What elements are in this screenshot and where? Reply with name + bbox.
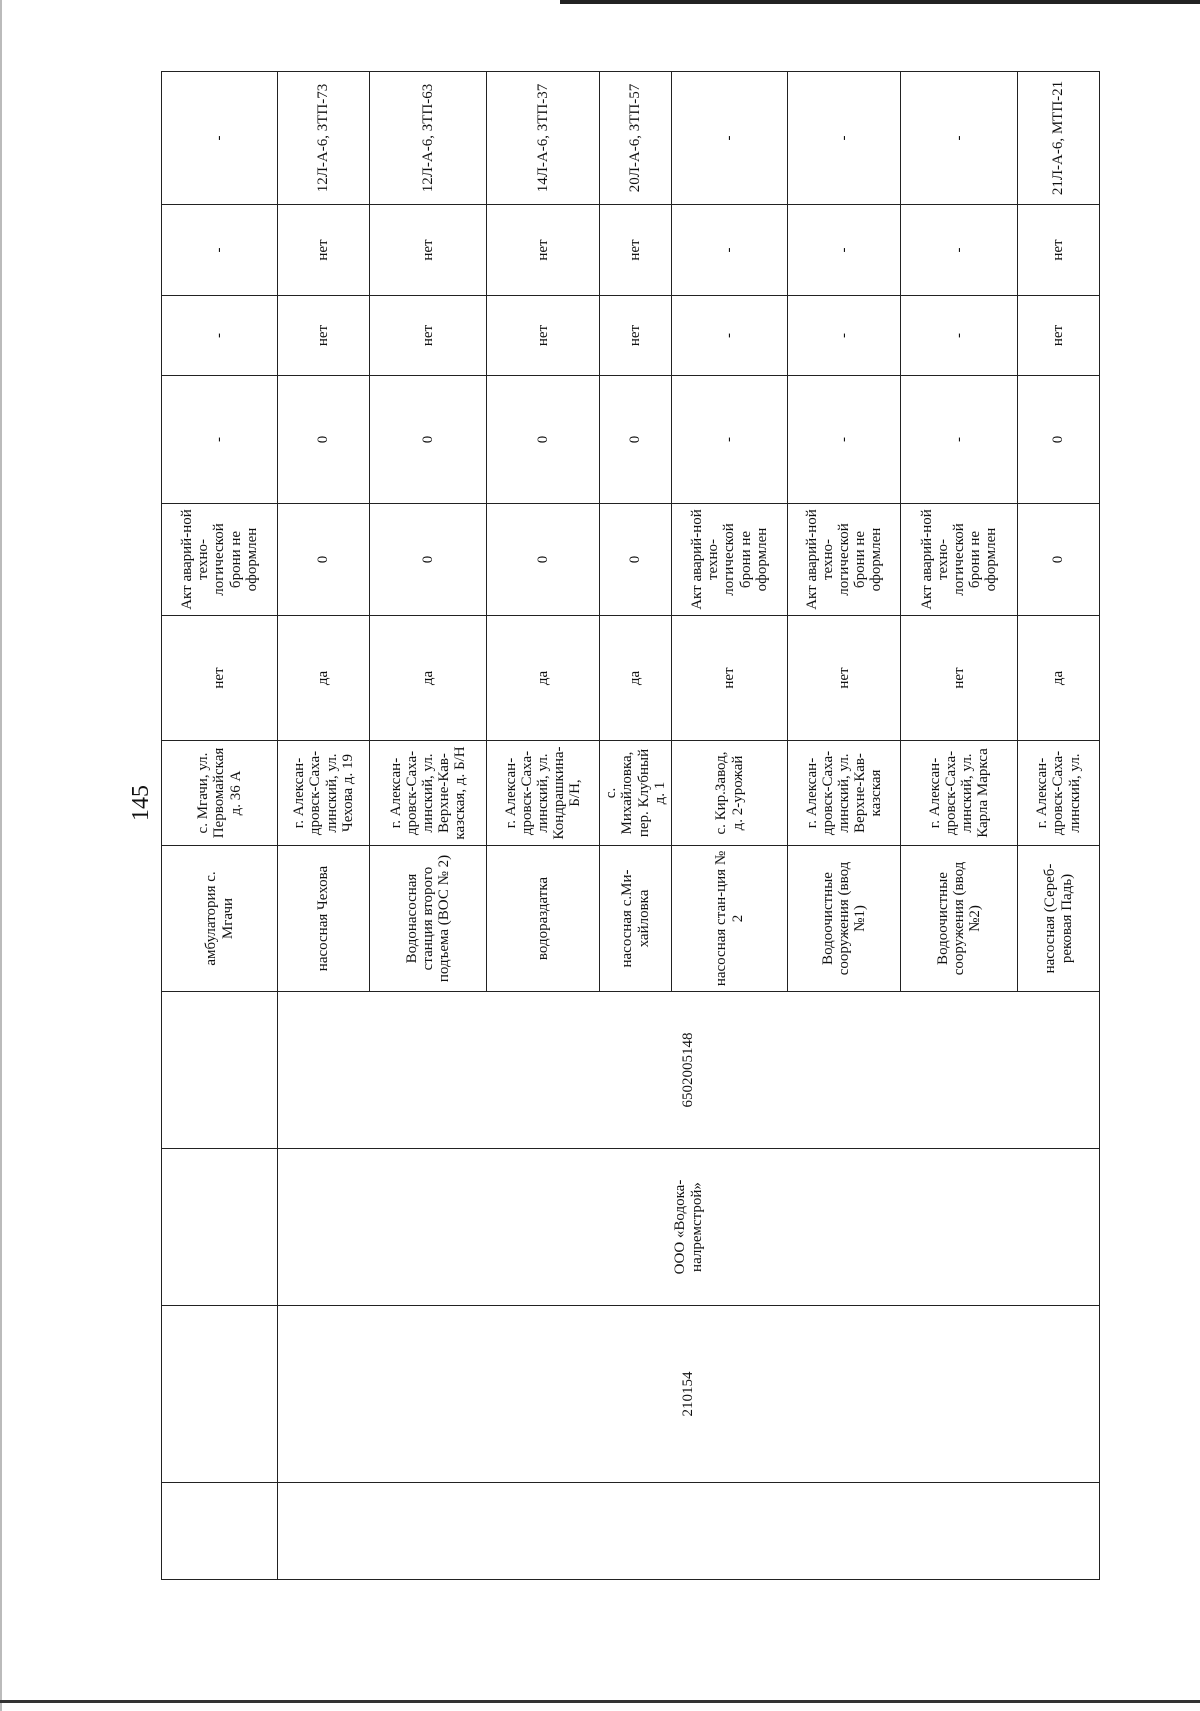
cell-c8: - bbox=[672, 72, 788, 205]
cell-c6: - bbox=[901, 296, 1018, 376]
cell-c6: нет bbox=[487, 296, 600, 376]
scan-edge-top bbox=[560, 0, 1200, 4]
cell-c5: 0 bbox=[1018, 376, 1100, 504]
cell-c6: нет bbox=[278, 296, 370, 376]
cell-name: водораздатка bbox=[487, 846, 600, 992]
cell-c6: - bbox=[788, 296, 901, 376]
cell-c7: нет bbox=[600, 205, 672, 296]
cell-c8: - bbox=[901, 72, 1018, 205]
page-number: 145 bbox=[127, 785, 154, 821]
cell-c7: - bbox=[788, 205, 901, 296]
cell-c7: - bbox=[162, 205, 278, 296]
cell-c8: 12Л-А-6, ЗТП-63 bbox=[370, 72, 487, 205]
cell-c6: нет bbox=[370, 296, 487, 376]
cell-c5: - bbox=[162, 376, 278, 504]
cell-c4: 0 bbox=[600, 504, 672, 616]
cell-c4: 0 bbox=[487, 504, 600, 616]
cell-c3: да bbox=[600, 616, 672, 741]
scan-edge-bottom bbox=[0, 1700, 1200, 1703]
cell-name: насосная Чехова bbox=[278, 846, 370, 992]
scan-edge-left bbox=[0, 0, 2, 1711]
table-row bbox=[162, 72, 278, 1580]
cell-c7: нет bbox=[278, 205, 370, 296]
cell-address: г. Алексан-дровск-Саха-линский, ул. Чехова д. 19 bbox=[278, 741, 370, 846]
cell-name: Водоочистные сооружения (ввод №1) bbox=[788, 846, 901, 992]
cell-c7: - bbox=[672, 205, 788, 296]
cell-c8: 14Л-А-6, ЗТП-37 bbox=[487, 72, 600, 205]
cell-name: насосная с.Ми-хайловка bbox=[600, 846, 672, 992]
cell-c4: 0 bbox=[370, 504, 487, 616]
cell-c5: 0 bbox=[600, 376, 672, 504]
group-code: 210154 bbox=[278, 1306, 1100, 1483]
cell-c4: Акт аварий-ной техно-логической брони не оформлен bbox=[672, 504, 788, 616]
cell-c5: - bbox=[901, 376, 1018, 504]
cell-c7: - bbox=[901, 205, 1018, 296]
cell-c5: 0 bbox=[278, 376, 370, 504]
cell-c7: нет bbox=[487, 205, 600, 296]
cell-c5: 0 bbox=[370, 376, 487, 504]
cell-c4: Акт аварий-ной техно-логической брони не оформлен bbox=[901, 504, 1018, 616]
cell-c5: 0 bbox=[487, 376, 600, 504]
empty-cell bbox=[162, 1149, 278, 1306]
cell-c8: 12Л-А-6, ЗТП-73 bbox=[278, 72, 370, 205]
cell-c6: нет bbox=[1018, 296, 1100, 376]
group-org: ООО «Водока-налремстрой» bbox=[278, 1149, 1100, 1306]
cell-name: насосная (Сереб-рековая Падь) bbox=[1018, 846, 1100, 992]
cell-c6: нет bbox=[600, 296, 672, 376]
cell-address: г. Алексан-дровск-Саха-линский, ул. Верхне-Кав-казская, д. Б/Н bbox=[370, 741, 487, 846]
table-row bbox=[278, 72, 370, 1580]
cell-c6: - bbox=[672, 296, 788, 376]
cell-name: насосная стан-ция № 2 bbox=[672, 846, 788, 992]
cell-c3: нет bbox=[901, 616, 1018, 741]
cell-c3: нет bbox=[672, 616, 788, 741]
rotated-table-wrapper bbox=[161, 72, 1099, 1580]
cell-name: Водонасосная станция второго подъема (ВОС № 2) bbox=[370, 846, 487, 992]
cell-name: Водоочистные сооружения (ввод №2) bbox=[901, 846, 1018, 992]
empty-cell bbox=[162, 1483, 278, 1580]
cell-c8: 20Л-А-6, ЗТП-57 bbox=[600, 72, 672, 205]
cell-address: с. Мгачи, ул. Первомайская д. 36 А bbox=[162, 741, 278, 846]
cell-c4: Акт аварий-ной техно-логической брони не оформлен bbox=[788, 504, 901, 616]
cell-c5: - bbox=[788, 376, 901, 504]
cell-c8: - bbox=[788, 72, 901, 205]
cell-c5: - bbox=[672, 376, 788, 504]
empty-cell bbox=[162, 1306, 278, 1483]
cell-c3: нет bbox=[788, 616, 901, 741]
cell-c4: 0 bbox=[1018, 504, 1100, 616]
empty-cell bbox=[162, 992, 278, 1149]
data-table bbox=[161, 71, 1100, 1580]
group-inn: 6502005148 bbox=[278, 992, 1100, 1149]
cell-c3: да bbox=[278, 616, 370, 741]
cell-c7: нет bbox=[370, 205, 487, 296]
cell-c4: 0 bbox=[278, 504, 370, 616]
cell-address: с. Кир.Завод, д. 2-урожай bbox=[672, 741, 788, 846]
cell-c4: Акт аварий-ной техно-логической брони не оформлен bbox=[162, 504, 278, 616]
cell-c3: нет bbox=[162, 616, 278, 741]
cell-c3: да bbox=[370, 616, 487, 741]
cell-name: амбулатория с. Мгачи bbox=[162, 846, 278, 992]
cell-c3: да bbox=[487, 616, 600, 741]
cell-c3: да bbox=[1018, 616, 1100, 741]
cell-address: г. Алексан-дровск-Саха-линский, ул. Карла Маркса bbox=[901, 741, 1018, 846]
cell-c8: 21Л-А-6, МТП-21 bbox=[1018, 72, 1100, 205]
cell-c7: нет bbox=[1018, 205, 1100, 296]
cell-address: г. Алексан-дровск-Саха-линский, ул. Кондрашкина-Б/Н, bbox=[487, 741, 600, 846]
cell-c6: - bbox=[162, 296, 278, 376]
empty-cell bbox=[278, 1483, 1100, 1580]
cell-address: с. Михайловка, пер. Клубный д. 1 bbox=[600, 741, 672, 846]
cell-address: г. Алексан-дровск-Саха-линский, ул. bbox=[1018, 741, 1100, 846]
cell-c8: - bbox=[162, 72, 278, 205]
cell-address: г. Алексан-дровск-Саха-линский, ул. Верхне-Кав-казская bbox=[788, 741, 901, 846]
